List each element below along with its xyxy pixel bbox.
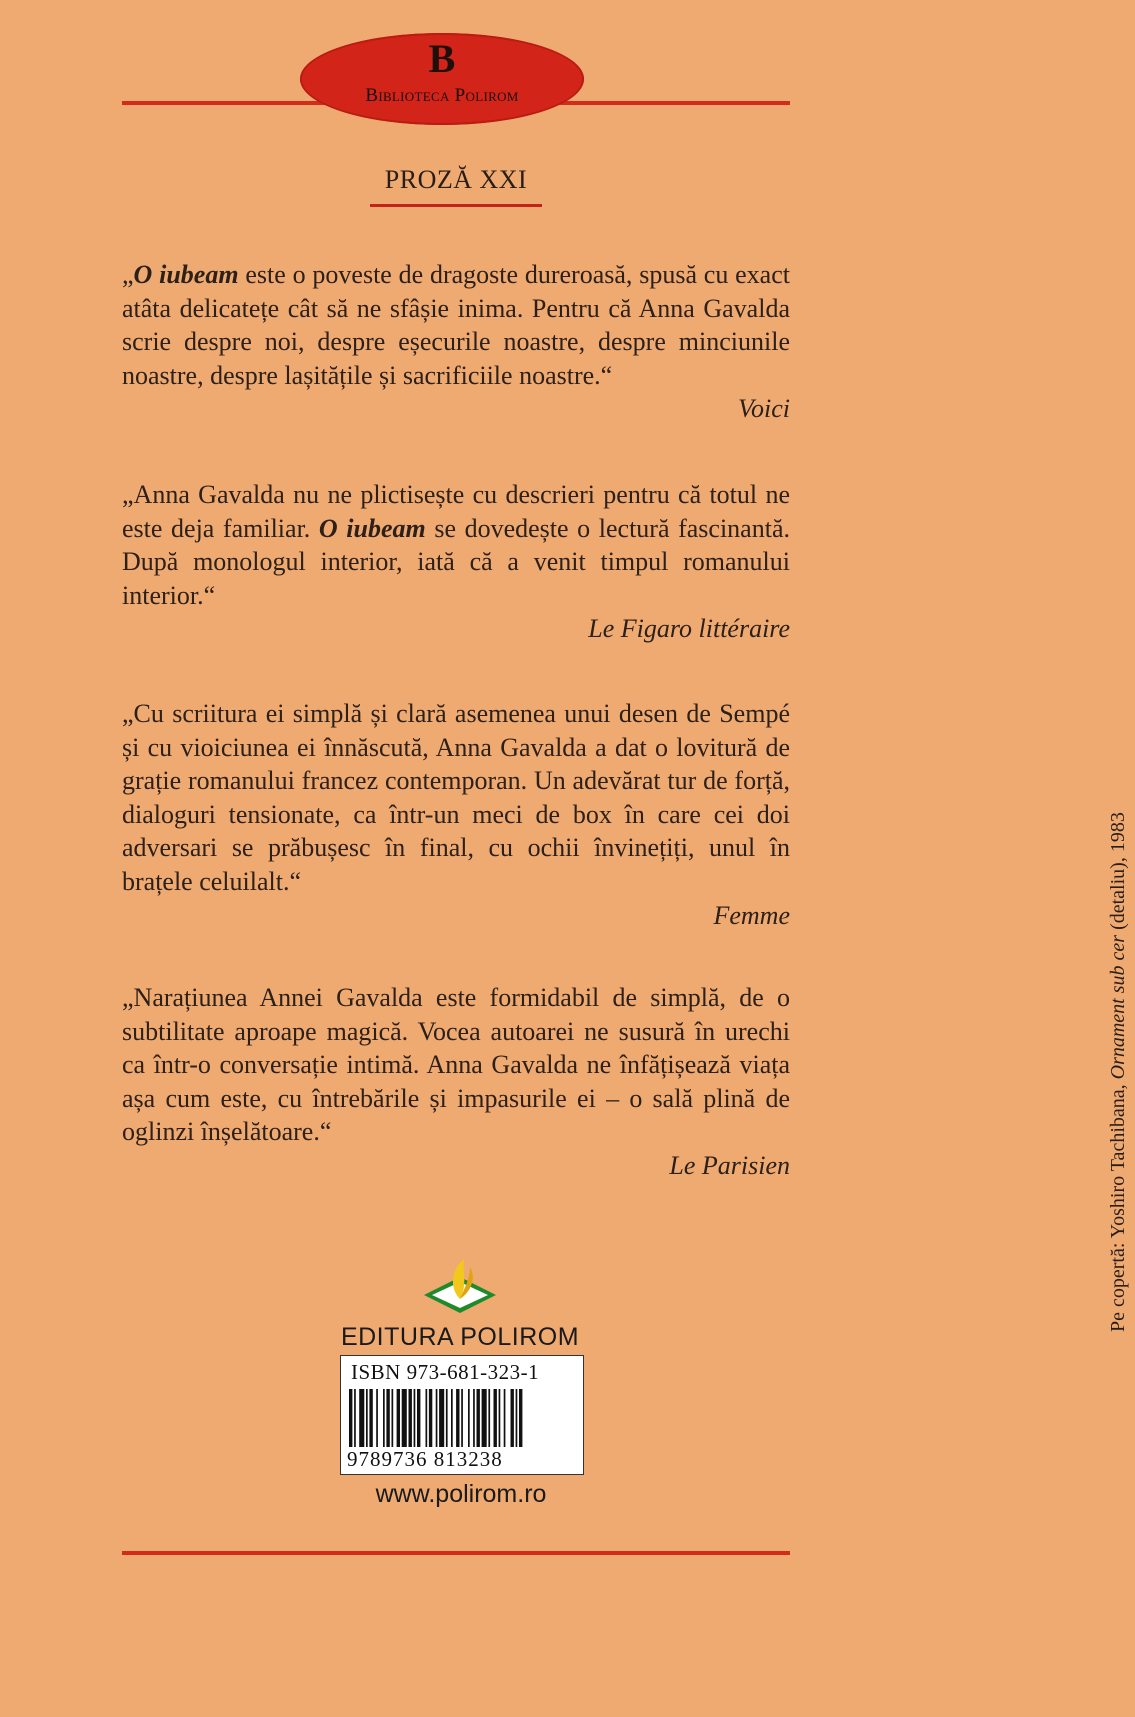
quote-2-source: Le Figaro littéraire bbox=[588, 614, 790, 644]
series-underline bbox=[370, 204, 542, 207]
quote-4-text: „Narațiunea Annei Gavalda este formidabil de simplă, de o subtilitate aproape magică. Vocea autoarei ne susură în urechi ca într-o conversație intimă. Anna Gavalda ne înfățișează viața așa cum este, cu întrebările și impasurile ei – o sală plină de oglinzi înșelătoare.“ bbox=[122, 983, 790, 1147]
barcode-bar bbox=[494, 1389, 497, 1447]
collection-logo: B bbox=[428, 36, 456, 81]
barcode-bar bbox=[369, 1389, 372, 1447]
barcode-bar bbox=[376, 1389, 378, 1447]
quote-1-text: „O iubeam este o poveste de dragoste dureroasă, spusă cu exact atâta delicatețe cât să ne sfâșie inima. Pentru că Anna Gavalda scrie despre noi, despre eșecurile noastre, despre minciunile noastre, despre lașitățile și sacrificiile noastre.“ bbox=[122, 260, 790, 390]
bottom-rule bbox=[122, 1551, 790, 1555]
barcode-bar bbox=[468, 1389, 470, 1447]
ean-number: 9789736 813238 bbox=[347, 1447, 503, 1471]
barcode-bar bbox=[482, 1389, 487, 1447]
barcode-bar bbox=[473, 1389, 475, 1447]
barcode-bar bbox=[429, 1389, 432, 1447]
quote-4-source: Le Parisien bbox=[669, 1150, 790, 1180]
barcode-bar bbox=[417, 1389, 420, 1447]
barcode bbox=[340, 1355, 584, 1475]
barcode-bar bbox=[409, 1389, 412, 1447]
quote-2 bbox=[122, 478, 790, 644]
barcode-bar bbox=[397, 1389, 400, 1447]
barcode-bar bbox=[504, 1389, 506, 1447]
barcode-bar bbox=[516, 1389, 518, 1447]
quote-3-text: „Cu scriitura ei simplă și clară asemenea unui desen de Sempé și cu vioiciunea ei înnăscută, Anna Gavalda a dat o lovitură de grație romanului francez contemporan. Un adevărat tur de forță, dialoguri tensionate, ca într-un meci de box în care cei doi adversari se prăbușesc în final, cu ochii învinețiți, unul în brațele celuilalt.“ bbox=[122, 699, 790, 896]
barcode-bars bbox=[349, 1389, 575, 1447]
barcode-bar bbox=[499, 1389, 501, 1447]
barcode-bar bbox=[461, 1389, 463, 1447]
quote-1-source: Voici bbox=[738, 394, 790, 424]
quote-3-source: Femme bbox=[713, 900, 790, 930]
barcode-bar bbox=[366, 1389, 368, 1447]
barcode-bar bbox=[477, 1389, 480, 1447]
isbn-text: ISBN 973-681-323-1 bbox=[351, 1360, 540, 1384]
barcode-bar bbox=[354, 1389, 356, 1447]
publisher-name: EDITURA POLIROM bbox=[340, 1323, 580, 1351]
barcode-bar bbox=[519, 1389, 522, 1447]
barcode-bar bbox=[359, 1389, 364, 1447]
quote-2-text: „Anna Gavalda nu ne plictisește cu descrieri pentru că totul ne este deja familiar. O iubeam se dovedește o lectură fascinantă. După monologul interior, iată că a venit timpul romanului interior.“ bbox=[122, 480, 790, 610]
barcode-bar bbox=[436, 1389, 438, 1447]
quote-4 bbox=[122, 981, 790, 1181]
barcode-bar bbox=[349, 1389, 352, 1447]
barcode-bar bbox=[456, 1389, 459, 1447]
publisher-website: www.polirom.ro bbox=[375, 1480, 547, 1508]
barcode-bar bbox=[426, 1389, 428, 1447]
quote-1 bbox=[122, 258, 790, 424]
barcode-bar bbox=[386, 1389, 389, 1447]
barcode-bar bbox=[414, 1389, 416, 1447]
publisher-logo-icon bbox=[420, 1255, 500, 1315]
barcode-bar bbox=[439, 1389, 444, 1447]
barcode-bar bbox=[392, 1389, 394, 1447]
collection-badge bbox=[300, 33, 584, 125]
barcode-bar bbox=[488, 1389, 490, 1447]
barcode-bar bbox=[511, 1389, 514, 1447]
book-title: O iubeam bbox=[133, 260, 239, 289]
barcode-bar bbox=[446, 1389, 448, 1447]
quote-3 bbox=[122, 697, 790, 931]
barcode-bar bbox=[402, 1389, 407, 1447]
barcode-bar bbox=[383, 1389, 385, 1447]
collection-name: Biblioteca Polirom bbox=[365, 85, 519, 106]
series-title: PROZĂ XXI bbox=[384, 165, 528, 194]
book-title: O iubeam bbox=[318, 513, 426, 543]
barcode-bar bbox=[451, 1389, 453, 1447]
cover-credit: Pe copertă: Yoshiro Tachibana, Ornament sub cer (detaliu), 1983 bbox=[1107, 812, 1129, 1332]
